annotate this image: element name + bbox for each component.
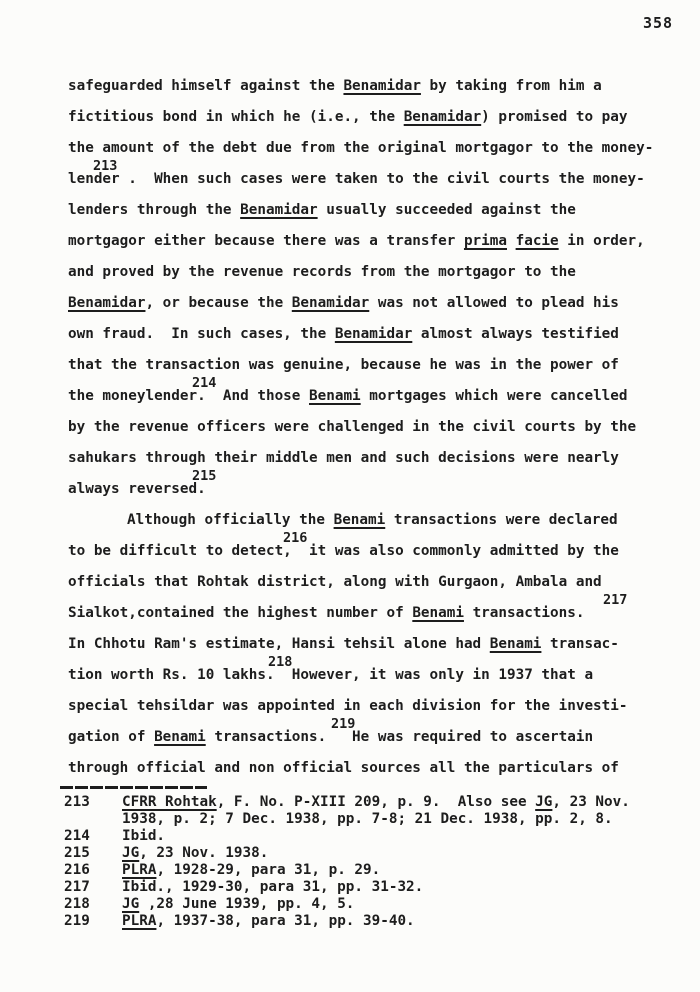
underlined-term: PLRA (122, 913, 157, 929)
footnote-ref: 218 (268, 654, 293, 670)
footnote-ref: 213 (93, 158, 118, 174)
underlined-term: Benamidar (403, 109, 482, 125)
body-line (68, 158, 694, 195)
underlined-term: Benamidar (291, 295, 370, 311)
underlined-term: Benami (154, 729, 206, 745)
text-run: ) promised to pay (481, 109, 628, 125)
footnote-item (64, 828, 694, 845)
text-run: was not allowed to plead his (369, 295, 619, 311)
footnote-ref: 219 (331, 716, 356, 732)
text-run: mortgagor either because there was a transfer (68, 233, 464, 249)
body-line (68, 505, 694, 536)
text-run: that the transaction was genuine, because he was in the power of (68, 357, 619, 373)
page-number: 358 (643, 14, 674, 32)
text-run: fictitious bond in which he (i.e., the (68, 109, 404, 125)
text-run: and proved by the revenue records from the mortgagor to the (68, 264, 576, 280)
footnote-item (64, 862, 694, 879)
text-run: , 1937-38, para 31, pp. 39-40. (156, 913, 415, 929)
underlined-term: Benami (412, 605, 464, 621)
body-line (68, 133, 694, 164)
text-run: the moneylender. And those (68, 388, 310, 404)
text-run: always reversed. (68, 481, 206, 497)
text-run: officials that Rohtak district, along with Gurgaon, Ambala and (68, 574, 602, 590)
footnote-ref: 215 (192, 468, 217, 484)
text-run: , 1928-29, para 31, p. 29. (156, 862, 381, 878)
text-run: transactions were declared (385, 512, 618, 528)
underlined-term: Benami (309, 388, 361, 404)
body-line (68, 257, 694, 288)
underlined-term: JG (122, 896, 140, 912)
footnote-line (122, 811, 694, 828)
footnotes-section (64, 794, 694, 930)
body-line (68, 443, 694, 474)
footnote-item (64, 896, 694, 913)
body-line (68, 102, 694, 133)
underlined-term: Benamidar (343, 78, 421, 94)
text-run: Ibid. (122, 828, 166, 844)
body-line (68, 195, 694, 226)
body-text (68, 71, 694, 784)
underlined-term: prima (463, 233, 507, 249)
text-run: transactions. (463, 605, 585, 621)
text-run: gation of (68, 729, 155, 745)
footnote-item (64, 913, 694, 930)
footnote-ref: 214 (192, 375, 217, 391)
underlined-term: CFRR Rohtak (122, 794, 217, 810)
body-line (68, 530, 694, 567)
footnote-text (122, 845, 694, 862)
text-run: transac- (541, 636, 619, 652)
footnote-text (122, 879, 694, 896)
body-line (68, 654, 694, 691)
body-line (68, 691, 694, 722)
text-run: transactions. He was required to ascertain (205, 729, 594, 745)
text-run: own fraud. In such cases, the (68, 326, 335, 342)
footnote-text (122, 828, 694, 845)
body-line (68, 71, 694, 102)
footnote-number: 216 (64, 862, 90, 878)
text-run: , F. No. P-XIII 209, p. 9. Also see (216, 794, 536, 810)
footnote-separator (60, 786, 207, 789)
text-run: by the revenue officers were challenged in the civil courts by the (68, 419, 637, 435)
text-run: Although officially the (127, 512, 334, 528)
footnote-number: 215 (64, 845, 90, 861)
footnote-number: 217 (64, 879, 90, 895)
text-run (507, 233, 516, 249)
text-run: sahukars through their middle men and such decisions were nearly (68, 450, 619, 466)
text-run: in order, (558, 233, 645, 249)
body-line (68, 375, 694, 412)
footnote-text (122, 794, 694, 828)
footnote-item (64, 879, 694, 896)
text-run: through official and non official sources all the particulars of (68, 760, 619, 776)
text-run: Ibid., 1929-30, para 31, pp. 31-32. (122, 879, 424, 895)
underlined-term: JG (122, 845, 140, 861)
underlined-term: JG (535, 794, 553, 810)
footnote-number: 218 (64, 896, 90, 912)
body-line (68, 319, 694, 350)
body-line (68, 226, 694, 257)
underlined-term: Benamidar (240, 202, 318, 218)
body-line (68, 288, 694, 319)
text-run: ,28 June 1939, pp. 4, 5. (139, 896, 355, 912)
body-line (68, 350, 694, 381)
body-line (68, 592, 694, 629)
footnote-text (122, 913, 694, 930)
text-run: to be difficult to detect, it was also commonly admitted by the (68, 543, 619, 559)
footnote-text (122, 862, 694, 879)
footnote-number: 213 (64, 794, 90, 810)
footnote-line (122, 896, 694, 913)
text-run: lender . When such cases were taken to the civil courts the money- (68, 171, 645, 187)
text-run: mortgages which were cancelled (360, 388, 628, 404)
body-line (68, 567, 694, 598)
text-run: 1938, p. 2; 7 Dec. 1938, pp. 7-8; 21 Dec. 1938, pp. 2, 8. (122, 811, 613, 827)
text-run: , or because the (145, 295, 292, 311)
body-line (68, 753, 694, 784)
footnote-line (122, 913, 694, 930)
body-line (68, 412, 694, 443)
footnote-item (64, 794, 694, 828)
footnote-number: 214 (64, 828, 90, 844)
footnote-ref: 216 (283, 530, 308, 546)
text-run: usually succeeded against the (317, 202, 576, 218)
underlined-term: facie (515, 233, 559, 249)
text-run: the amount of the debt due from the original mortgagor to the money- (68, 140, 654, 156)
underlined-term: Benami (489, 636, 542, 652)
text-run: almost always testified (412, 326, 619, 342)
footnote-line (122, 828, 694, 845)
footnote-line (122, 862, 694, 879)
text-run: safeguarded himself against the (68, 78, 344, 94)
footnote-line (122, 845, 694, 862)
underlined-term: PLRA (122, 862, 157, 878)
footnote-text (122, 896, 694, 913)
footnote-ref: 217 (603, 592, 628, 608)
body-line (68, 468, 694, 505)
footnote-line (122, 879, 694, 896)
text-run: tion worth Rs. 10 lakhs. However, it was only in 1937 that a (68, 667, 594, 683)
body-line (68, 716, 694, 753)
text-run: , 23 Nov. 1938. (139, 845, 269, 861)
text-run: , 23 Nov. (552, 794, 630, 810)
underlined-term: Benami (333, 512, 386, 528)
text-run: by taking from him a (420, 78, 602, 94)
text-run: Sialkot,contained the highest number of (68, 605, 413, 621)
footnote-line (122, 794, 694, 811)
text-run: special tehsildar was appointed in each division for the investi- (68, 698, 628, 714)
footnote-item (64, 845, 694, 862)
underlined-term: Benamidar (68, 295, 146, 311)
underlined-term: Benamidar (334, 326, 413, 342)
body-line (68, 629, 694, 660)
text-run: In Chhotu Ram's estimate, Hansi tehsil alone had (68, 636, 490, 652)
footnote-number: 219 (64, 913, 90, 929)
text-run: lenders through the (68, 202, 241, 218)
